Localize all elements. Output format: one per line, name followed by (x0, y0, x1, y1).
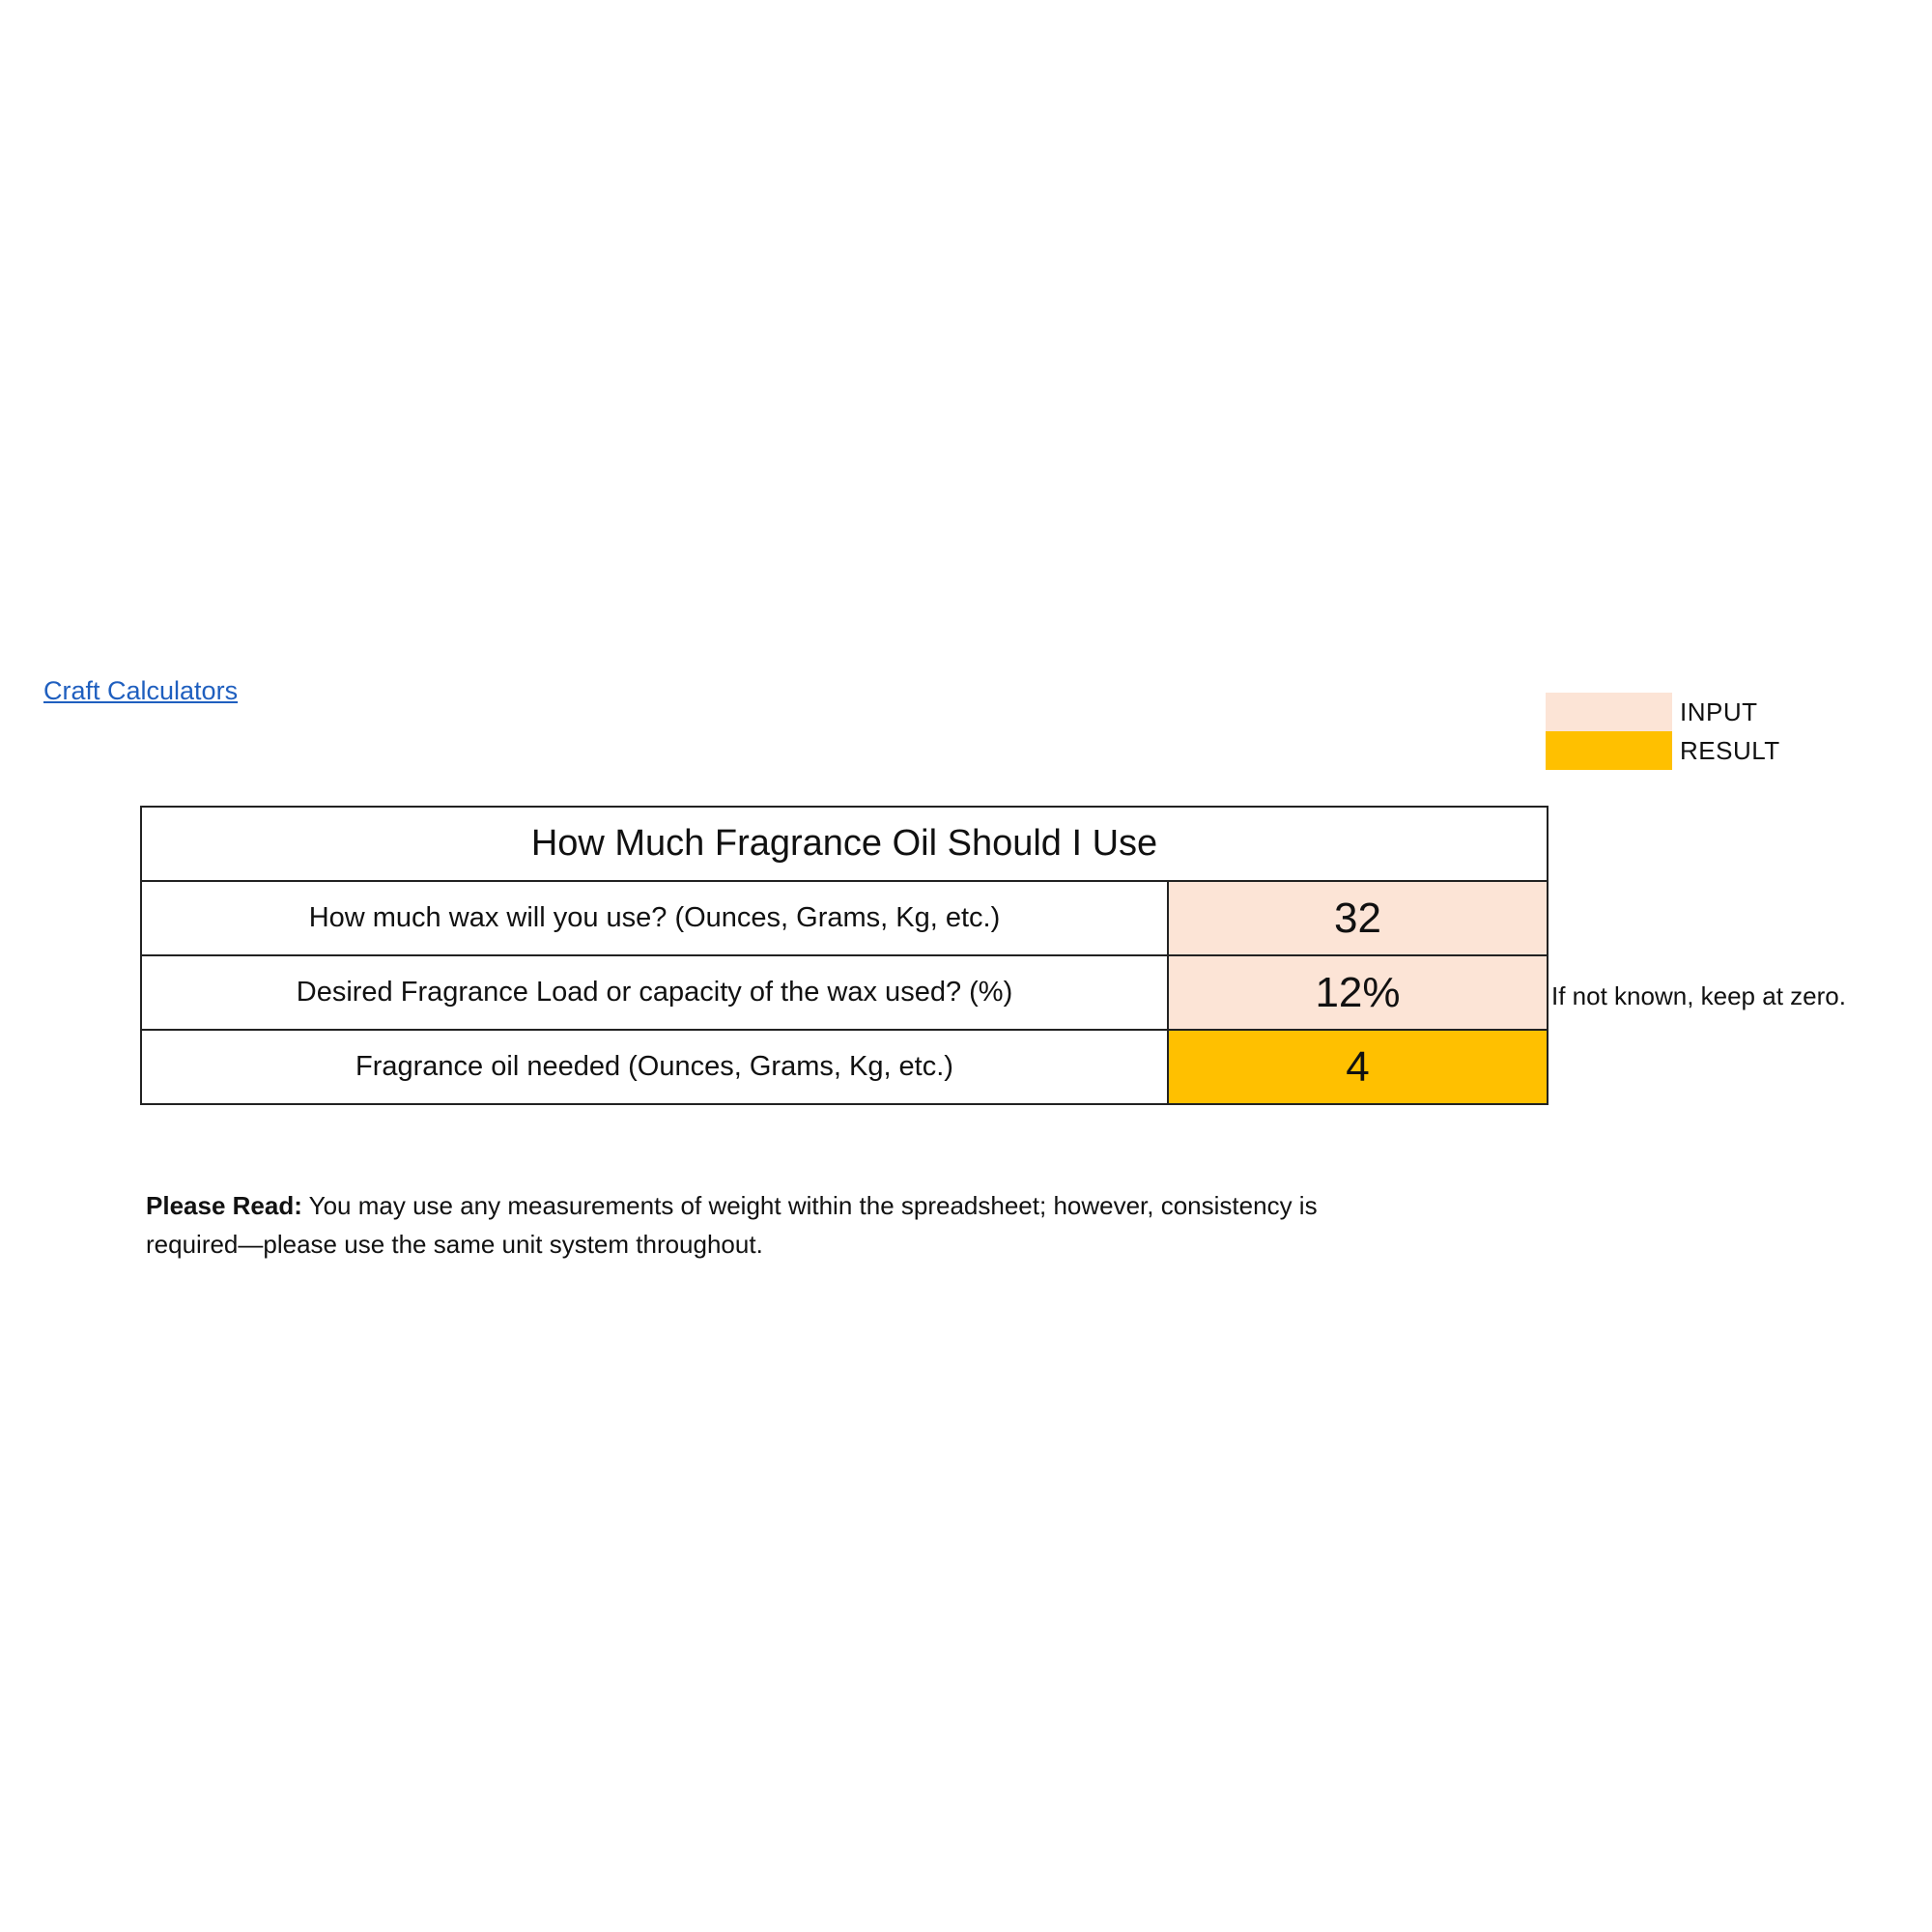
fragrance-calculator-table (140, 806, 1548, 1105)
wax-amount-label: How much wax will you use? (Ounces, Grams, Kg, etc.) (141, 881, 1168, 955)
legend-input-label: INPUT (1680, 696, 1758, 726)
legend-result-swatch (1546, 731, 1672, 770)
please-read-text: You may use any measurements of weight within the spreadsheet; however, consistency is required—please use the same unit system throughout. (146, 1191, 1318, 1259)
wax-amount-row (141, 881, 1548, 955)
legend-result-label: RESULT (1680, 735, 1780, 765)
fragrance-oil-needed-row (141, 1030, 1548, 1104)
legend-result (1546, 731, 1874, 770)
fragrance-load-row (141, 955, 1548, 1030)
craft-calculators-link[interactable]: Craft Calculators (43, 676, 239, 705)
wax-amount-input[interactable]: 32 (1168, 881, 1548, 955)
please-read-label: Please Read: (146, 1191, 302, 1220)
fragrance-load-input[interactable]: 12% (1168, 955, 1548, 1030)
fragrance-load-label: Desired Fragrance Load or capacity of the wax used? (%) (141, 955, 1168, 1030)
fragrance-oil-needed-label: Fragrance oil needed (Ounces, Grams, Kg, etc.) (141, 1030, 1168, 1104)
please-read-note (146, 1186, 1402, 1264)
legend-input (1546, 693, 1874, 731)
fragrance-load-hint: If not known, keep at zero. (1551, 981, 1846, 1010)
fragrance-oil-needed-result: 4 (1168, 1030, 1548, 1104)
calculator-title: How Much Fragrance Oil Should I Use (141, 807, 1548, 881)
legend-input-swatch (1546, 693, 1672, 731)
calculator-title-row (141, 807, 1548, 881)
